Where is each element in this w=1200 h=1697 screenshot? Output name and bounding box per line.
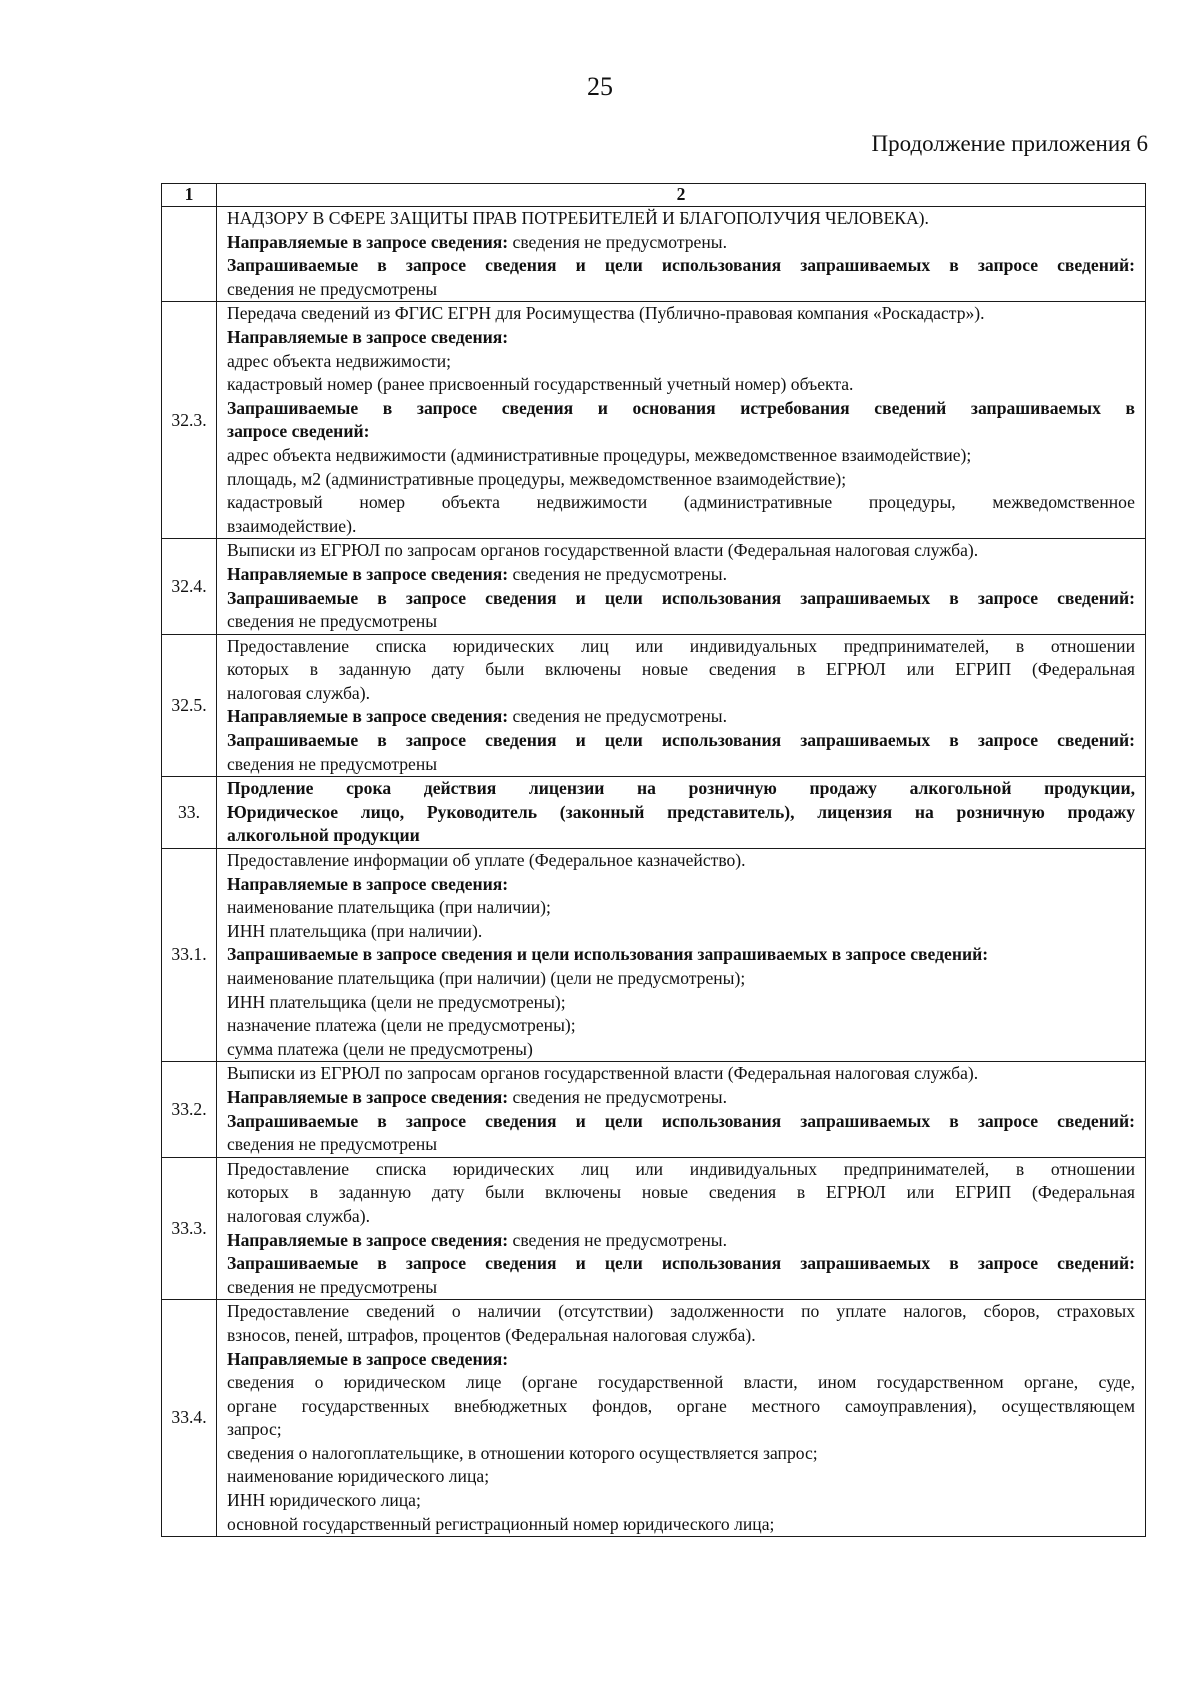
text-line — [227, 753, 1135, 777]
text-line — [227, 207, 1135, 231]
plain-text: Предоставление информации об уплате (Федеральное казначейство). — [227, 850, 746, 871]
plain-text: ИНН плательщика (цели не предусмотрены); — [227, 991, 566, 1012]
plain-text: ИНН плательщика (при наличии). — [227, 920, 483, 941]
text-line — [227, 1513, 1135, 1537]
row-number: 33.3. — [162, 1157, 217, 1300]
appendix-continuation-note: Продолжение приложения 6 — [871, 131, 1148, 156]
bold-label: Продление срока действия лицензии на розничную продажу алкогольной продукции, — [227, 778, 1135, 799]
bold-label: Направляемые в запросе сведения: — [227, 563, 509, 584]
table-row — [162, 777, 1146, 849]
text-line — [227, 1252, 1135, 1276]
text-line — [227, 849, 1135, 873]
bold-label: Запрашиваемые в запросе сведения и цели использования запрашиваемых в запросе сведений: — [227, 255, 1135, 276]
text-line — [227, 1324, 1135, 1348]
table-header-row — [162, 184, 1146, 207]
text-line — [227, 1038, 1135, 1062]
plain-text: сведения не предусмотрены — [227, 1276, 438, 1297]
plain-text: сведения не предусмотрены. — [508, 231, 727, 252]
plain-text: сведения не предусмотрены — [227, 1134, 438, 1155]
row-description — [217, 849, 1146, 1062]
header-col-2: 2 — [217, 184, 1146, 207]
text-line — [227, 278, 1135, 302]
row-number: 32.5. — [162, 634, 217, 777]
text-line — [227, 420, 1135, 444]
text-line — [227, 824, 1135, 848]
bold-label: Запрашиваемые в запросе сведения и цели использования запрашиваемых в запросе сведений: — [227, 730, 1135, 751]
plain-text: наименование юридического лица; — [227, 1466, 490, 1487]
text-line — [227, 1371, 1135, 1395]
row-description — [217, 1062, 1146, 1157]
plain-text: наименование плательщика (при наличии) (цели не предусмотрены); — [227, 968, 746, 988]
plain-text: площадь, м2 (административные процедуры, межведомственное взаимодействие); — [227, 468, 847, 489]
text-line — [227, 635, 1135, 659]
text-line — [227, 1110, 1135, 1134]
text-line — [227, 1014, 1135, 1038]
plain-text: сведения не предусмотрены — [227, 278, 438, 299]
text-line — [227, 1229, 1135, 1253]
row-number: 33.1. — [162, 849, 217, 1062]
text-line — [227, 705, 1135, 729]
plain-text: Предоставление сведений о наличии (отсутствии) задолженности по уплате налогов, сборов, страховых — [227, 1301, 1135, 1322]
plain-text: взносов, пеней, штрафов, процентов (Федеральная налоговая служба). — [227, 1324, 756, 1345]
text-line — [227, 1418, 1135, 1442]
text-line — [227, 1158, 1135, 1182]
row-description — [217, 634, 1146, 777]
row-description — [217, 539, 1146, 634]
text-line — [227, 539, 1135, 563]
table-row — [162, 849, 1146, 1062]
bold-label: Запрашиваемые в запросе сведения и основания истребования сведений запрашиваемых в — [227, 397, 1135, 418]
table-row — [162, 1062, 1146, 1157]
text-line — [227, 1489, 1135, 1513]
plain-text: Выписки из ЕГРЮЛ по запросам органов государственной власти (Федеральная налоговая служба). — [227, 1063, 979, 1084]
bold-label: Запрашиваемые в запросе сведения и цели использования запрашиваемых в запросе сведений: — [227, 587, 1135, 608]
text-line — [227, 658, 1135, 682]
plain-text: налоговая служба). — [227, 682, 371, 703]
plain-text: сведения не предусмотрены — [227, 611, 438, 632]
bold-label: Направляемые в запросе сведения: — [227, 706, 509, 727]
page-number: 25 — [587, 72, 613, 101]
table-row — [162, 1300, 1146, 1537]
text-line — [227, 1086, 1135, 1110]
plain-text: сведения о юридическом лице (органе государственной власти, ином государственном органе, суде, — [227, 1372, 1135, 1393]
text-line — [227, 302, 1135, 326]
plain-text: сумма платежа (цели не предусмотрены) — [227, 1038, 533, 1059]
bold-label: Запрашиваемые в запросе сведения и цели использования запрашиваемых в запросе сведений: — [227, 1110, 1135, 1131]
text-line — [227, 682, 1135, 706]
plain-text: которых в заданную дату были включены новые сведения в ЕГРЮЛ или ЕГРИП (Федеральная — [227, 659, 1135, 680]
plain-text: адрес объекта недвижимости; — [227, 350, 452, 371]
plain-text: сведения не предусмотрены — [227, 753, 438, 774]
table-row — [162, 207, 1146, 302]
plain-text: Передача сведений из ФГИС ЕГРН для Росимущества (Публично-правовая компания «Роскадастр»). — [227, 303, 985, 324]
text-line — [227, 231, 1135, 255]
plain-text: наименование плательщика (при наличии); — [227, 897, 551, 918]
text-line — [227, 729, 1135, 753]
plain-text: кадастровый номер (ранее присвоенный государственный учетный номер) объекта. — [227, 374, 854, 395]
plain-text: налоговая служба). — [227, 1205, 371, 1226]
bold-label: Направляемые в запросе сведения: — [227, 231, 509, 252]
text-line — [227, 587, 1135, 611]
text-line — [227, 920, 1135, 944]
text-line — [227, 1181, 1135, 1205]
row-description — [217, 777, 1146, 849]
bold-label: Направляемые в запросе сведения: — [227, 1348, 509, 1369]
bold-label: алкогольной продукции — [227, 825, 420, 846]
plain-text: назначение платежа (цели не предусмотрены); — [227, 1015, 576, 1036]
header-col-1: 1 — [162, 184, 217, 207]
text-line — [227, 1276, 1135, 1300]
row-number: 33. — [162, 777, 217, 849]
text-line — [227, 896, 1135, 920]
row-number: 32.4. — [162, 539, 217, 634]
bold-label: Направляемые в запросе сведения: — [227, 1229, 509, 1250]
plain-text: основной государственный регистрационный номер юридического лица; — [227, 1513, 775, 1534]
row-description — [217, 1300, 1146, 1537]
text-line — [227, 967, 1135, 991]
row-number: 32.3. — [162, 302, 217, 539]
row-description — [217, 302, 1146, 539]
text-line — [227, 1133, 1135, 1157]
table-row — [162, 634, 1146, 777]
row-number: 33.4. — [162, 1300, 217, 1537]
text-line — [227, 873, 1135, 897]
plain-text: ИНН юридического лица; — [227, 1490, 421, 1511]
text-line — [227, 373, 1135, 397]
plain-text: сведения не предусмотрены. — [508, 1229, 727, 1250]
text-line — [227, 397, 1135, 421]
plain-text: Предоставление списка юридических лиц или индивидуальных предпринимателей, в отношении — [227, 635, 1135, 656]
plain-text: сведения не предусмотрены. — [508, 1086, 727, 1107]
text-line — [227, 1300, 1135, 1324]
text-line — [227, 610, 1135, 634]
row-description — [217, 207, 1146, 302]
plain-text: сведения не предусмотрены. — [508, 563, 727, 584]
text-line — [227, 1062, 1135, 1086]
plain-text: НАДЗОРУ В СФЕРЕ ЗАЩИТЫ ПРАВ ПОТРЕБИТЕЛЕЙ И БЛАГОПОЛУЧИЯ ЧЕЛОВЕКА). — [227, 208, 929, 228]
text-line — [227, 1395, 1135, 1419]
text-line — [227, 1442, 1135, 1466]
text-line — [227, 515, 1135, 539]
plain-text: которых в заданную дату были включены новые сведения в ЕГРЮЛ или ЕГРИП (Федеральная — [227, 1182, 1135, 1203]
plain-text: взаимодействие). — [227, 515, 357, 536]
plain-text: адрес объекта недвижимости (административные процедуры, межведомственное взаимодействие); — [227, 444, 972, 465]
bold-label: Запрашиваемые в запросе сведения и цели использования запрашиваемых в запросе сведений: — [227, 1253, 1135, 1274]
plain-text: сведения о налогоплательщике, в отношении которого осуществляется запрос; — [227, 1442, 818, 1463]
text-line — [227, 326, 1135, 350]
plain-text: запрос; — [227, 1419, 282, 1440]
row-number: 33.2. — [162, 1062, 217, 1157]
bold-label: Юридическое лицо, Руководитель (законный представитель), лицензия на розничную продажу — [227, 801, 1135, 822]
row-number — [162, 207, 217, 302]
plain-text: органе государственных внебюджетных фондов, органе местного самоуправления), осуществляющем — [227, 1395, 1135, 1416]
text-line — [227, 943, 1135, 967]
plain-text: кадастровый номер объекта недвижимости (административные процедуры, межведомственное — [227, 492, 1135, 513]
appendix-table — [161, 183, 1146, 1537]
bold-label: Направляемые в запросе сведения: — [227, 1086, 509, 1107]
table-body — [162, 207, 1146, 1537]
plain-text: Выписки из ЕГРЮЛ по запросам органов государственной власти (Федеральная налоговая служба). — [227, 540, 979, 561]
bold-label: Запрашиваемые в запросе сведения и цели использования запрашиваемых в запросе сведений: — [227, 944, 989, 965]
text-line — [227, 1205, 1135, 1229]
plain-text: сведения не предусмотрены. — [508, 706, 727, 727]
text-line — [227, 991, 1135, 1015]
bold-label: Направляемые в запросе сведения: — [227, 873, 509, 894]
plain-text: Предоставление списка юридических лиц или индивидуальных предпринимателей, в отношении — [227, 1158, 1135, 1179]
text-line — [227, 563, 1135, 587]
text-line — [227, 1348, 1135, 1372]
row-description — [217, 1157, 1146, 1300]
text-line — [227, 777, 1135, 801]
text-line — [227, 444, 1135, 468]
text-line — [227, 468, 1135, 492]
text-line — [227, 350, 1135, 374]
text-line — [227, 1465, 1135, 1489]
table-row — [162, 539, 1146, 634]
text-line — [227, 491, 1135, 515]
text-line — [227, 801, 1135, 825]
bold-label: запросе сведений: — [227, 421, 370, 442]
bold-label: Направляемые в запросе сведения: — [227, 326, 509, 347]
table-row — [162, 1157, 1146, 1300]
text-line — [227, 254, 1135, 278]
table-row — [162, 302, 1146, 539]
